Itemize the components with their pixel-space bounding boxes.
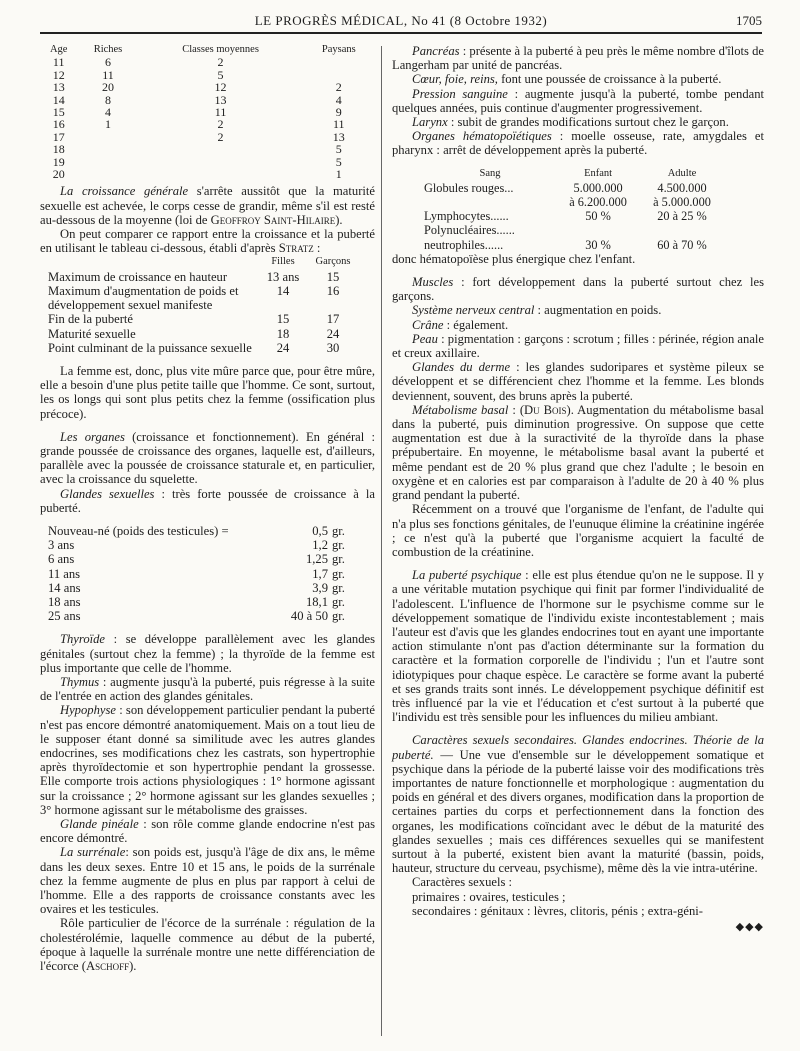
table-cell: 12 [52,67,65,82]
table-header-row [40,44,375,56]
table-cell: 18 [52,142,65,157]
table-cell: Globules rouges... [424,180,514,195]
table-cell: 8 [104,92,111,107]
table-cell: Maximum d'augmentation de poids et développement sexuel manifeste [48,283,239,313]
table-cell: 60 à 70 % [657,237,707,252]
table-row [40,106,375,118]
table-row [424,195,724,209]
table-cell: 18 ans [48,594,81,609]
table-cell: 9 [335,105,342,120]
table-cell [424,195,556,209]
table-row [40,143,375,155]
end-ornament: ◆◆◆ [735,920,764,933]
table-row [40,81,375,93]
table-cell: 19 [52,154,65,169]
table-cell: 0,5 [312,523,328,538]
table-cell: Nouveau-né (poids des testicules) = [48,523,229,538]
list-item: primaires : ovaires, testicules ; [412,889,566,904]
table-cell: 18 [276,326,290,341]
table-row [424,209,724,223]
table-cell: 15 [326,269,340,284]
list-heading: Caractères sexuels : [412,875,513,890]
age-table [40,44,375,180]
table-row [48,284,358,312]
table-row [48,341,358,355]
paragraph: La puberté psychique : elle est plus étendue qu'on ne le suppose. Il y a une véritable mutation psychique qui finit par former l'individualité de l'adolescent. L'influence de l'hormone sur le psychisme comme sur le développement somatique de l'individu existe incontestablement ; mais l'auteur est d'avis que les glandes endocrines tout en ayant une importante action stimulante n'ont pas d'action déterminante sur la formation du caractère et la formation corporelle de l'individu ; l'un et l'autre sont idiotypiques pour chaque espèce. Le caractère se forme avant la puberté et ses grands traits sont innés. Le développement psychique définitif est très influencé par la vie et l'éducation et c'est surtout à la puberté que l'individu est très sensible pour les influences du milieu ambiant. [392,568,764,725]
paragraph: Glandes sexuelles : très forte poussée de croissance à la puberté. [40,486,375,515]
table-cell: 30 [326,340,340,355]
right-column [392,44,764,934]
paragraph: Pancréas : présente à la puberté à peu près le même nombre d'îlots de Langerham par unité de pancréas. [392,44,764,73]
table-cell: 11 [52,55,65,70]
table-row [40,168,375,180]
paragraph: Caractères sexuels secondaires. Glandes endocrines. Théorie de la puberté. — Une vue d'ensemble sur le développement somatique et psychique dans la période de la puberté laisse voir des modifications très importantes de nature fonctionnelle et morphologique : augmentation du poids en général et des divers organes, modification dans la proportion de certaines parties du corps et perfectionnement dans la fonction des organes, les modifications coïncidant avec le début de la maturité des glandes sexuelles ; mais ces différences sexuelles qui se manifestent surtout à la puberté, existent bien avant la maturité (bassin, poids, hauteur, structure du cerveau, psychisme), même dès la vie intra-utérine. [392,733,764,876]
table-cell: 1 [335,167,342,182]
table-cell: 13 [214,92,227,107]
table-row [48,312,358,326]
table-row [424,238,724,252]
paragraph: Glande pinéale : son rôle comme glande endocrine n'est pas encore démontré. [40,817,376,846]
testicle-weight-table [48,524,358,623]
paragraph: Peau : pigmentation : garçons : scrotum ; filles : périnée, région anale et creux axillaire. [392,331,764,361]
paragraph: On peut comparer ce rapport entre la croissance et la puberté en utilisant le tableau ci-dessous, établi d'après Stratz : [40,227,375,256]
table-cell: 2 [335,80,342,95]
table-row [48,524,358,538]
table-cell: 20 [101,80,114,95]
journal-title: LE PROGRÈS MÉDICAL, No 41 (8 Octobre 1932) [254,13,548,28]
table-cell [139,143,303,155]
list-item: secondaires : génitaux : lèvres, clitoris, pénis ; extra-géni- [412,903,703,918]
page-number: 1705 [736,13,762,28]
table-row [40,118,375,130]
table-cell: Classes moyennes [182,44,259,55]
table-cell [77,156,138,168]
table-cell: 50 % [585,209,611,224]
table-cell: 5 [217,67,224,82]
table-cell: Age [49,44,68,55]
table-cell: Point culminant de la puissance sexuelle [48,340,252,355]
table-row [424,223,724,237]
paragraph: Métabolisme basal : (Du Bois). Augmentation du métabolisme basal dans la puberté, puis diminution progressive. On suppose que cette augmentation est due à la suractivité de la thyroïde dans la phase prépubertaire. En moyenne, le métabolisme basal avant la puberté et même pendant est de 20 % plus grand que chez l'adulte ; le besoin en oxygène et en calories est par comparaison à l'adulte de 20 à 40 % plus grand pendant la puberté. [392,402,764,503]
table-row [48,567,358,581]
paragraph: Système nerveux central : augmentation en poids. [412,303,662,318]
table-cell: Polynucléaires...... [424,223,515,238]
table-cell: 11 [333,117,345,132]
table-row [48,609,358,623]
table-cell: 6 ans [48,552,75,567]
left-column [40,44,375,973]
table-cell: Enfant [584,167,613,179]
table-cell: 17 [52,129,65,144]
table-row [48,327,358,341]
table-cell: 2 [217,55,224,70]
table-cell: Maturité sexuelle [48,326,136,341]
column-divider [381,46,382,1036]
table-cell: 12 [214,80,227,95]
table-cell: 2 [217,117,224,132]
table-cell [77,143,138,155]
table-cell: 5 [335,154,342,169]
table-row [424,181,724,195]
paragraph: Thymus : augmente jusqu'à la puberté, puis régresse à la suite de l'entrée en action des glandes génitales. [40,674,375,704]
table-cell: 15 [276,312,290,327]
table-cell: 13 ans [266,269,300,284]
table-cell: 16 [326,283,340,298]
table-cell [77,168,138,180]
table-cell: gr. [332,609,345,624]
table-cell: 1,25 [305,552,328,567]
table-cell: à 5.000.000 [653,195,711,210]
table-cell: 1,2 [312,538,328,553]
table-row [40,131,375,143]
table-header-row [424,167,724,181]
table-cell: 4.500.000 [657,180,707,195]
paragraph: Pression sanguine : augmente jusqu'à la puberté, tombe pendant quelques années, puis continue d'augmenter progressivement. [392,86,764,115]
table-cell: 16 [52,117,65,132]
paragraph: La femme est, donc, plus vite mûre parce que, pour être mûre, elle a besoin d'une plus petite taille que l'homme. Ce sont, surtout, les os longs qui sont plus petits chez la femme (ossification plus précoce). [40,363,375,421]
growth-table [48,255,358,354]
paragraph: Thyroïde : se développe parallèlement avec les glandes génitales (surtout chez la femme) ; la thyroïde de la femme est plus importante que celle de l'homme. [40,632,375,675]
paragraph: Les organes (croissance et fonctionnement). En général : grande poussée de croissance des organes, laquelle est, d'ailleurs, parallèle avec la poussée de croissance staturale et, en particulier, avec la croissance du squelette. [40,429,375,487]
paragraph: La croissance générale s'arrête aussitôt que la maturité sexuelle est achevée, le corps cesse de grandir, même s'il est resté au-dessous de la moyenne (loi de Geoffroy Saint-Hilaire). [40,184,375,227]
table-cell: 4 [335,92,342,107]
table-cell: Adulte [667,167,697,179]
table-cell [77,131,138,143]
table-cell: 14 ans [48,580,81,595]
table-row [40,56,375,68]
table-cell: Garçons [315,256,351,268]
paragraph: Récemment on a trouvé que l'organisme de l'enfant, de l'adulte qui n'a plus ses fonctions génitales, de l'eunuque élimine la créatinine ingérée ; ce n'est qu'à la puberté que l'organisme acquiert la faculté de combustion de la créatinine. [392,502,764,559]
table-row [48,552,358,566]
table-cell: 13 [332,129,345,144]
page-header [40,10,762,34]
table-cell: 1,7 [312,566,328,581]
table-cell: 18,1 [305,594,328,609]
table-cell: gr. [332,523,345,538]
table-cell [139,168,303,180]
table-cell: Riches [93,44,123,55]
table-row [48,538,358,552]
table-row [40,156,375,168]
table-cell: 5 [335,142,342,157]
paragraph: Cœur, foie, reins, font une poussée de croissance à la puberté. [412,72,722,87]
table-cell: 20 à 25 % [657,209,707,224]
table-cell: 20 [52,167,65,182]
table-cell: 25 ans [48,609,81,624]
table-row [40,94,375,106]
table-cell: 4 [104,105,111,120]
table-cell: 24 [276,340,290,355]
paragraph: Crâne : également. [412,317,509,332]
table-cell: Lymphocytes...... [424,209,509,224]
table-cell: 24 [326,326,340,341]
table-cell: 1 [104,117,111,132]
table-cell: 5.000.000 [573,180,623,195]
table-cell: 2 [217,129,224,144]
table-cell: Maximum de croissance en hauteur [48,269,228,284]
table-cell: 40 à 50 [290,609,328,624]
paragraph: donc hématopoïèse plus énergique chez l'enfant. [392,251,636,266]
table-cell: 15 [52,105,65,120]
table-cell [139,156,303,168]
table-cell [303,56,375,68]
table-cell: gr. [332,566,345,581]
table-cell [556,223,640,237]
table-cell: 17 [326,312,340,327]
table-cell: 3,9 [312,580,328,595]
table-cell: 11 [214,105,227,120]
paragraph: Glandes du derme : les glandes sudoripares et système pileux se développent et se différencient chez l'homme et la femme. Les blonds deviennent, souvent, des bruns après la puberté. [392,360,764,403]
paragraph: Organes hématopoïétiques : moelle osseuse, rate, amygdales et pharynx : arrêt de développement après la puberté. [392,129,764,158]
table-cell: neutrophiles...... [424,237,504,252]
table-row [40,69,375,81]
paragraph: Muscles : fort développement dans la puberté surtout chez les garçons. [392,275,764,304]
table-cell: 11 [102,67,114,82]
paragraph: Hypophyse : son développement particulier pendant la puberté n'est pas encore démontré anatomiquement. Mais on a tout lieu de le supposer étant donné sa similitude avec les autres glandes endocrines, ses modifications chez les castrats, son hypertrophie après thyroïdectomie et son hypertrophie pendant la grossesse. Elle comporte trois actions physiologiques : 1° hormone agissant sur la croissance ; 2° hormone agissant sur les glandes sexuelles ; 3° hormone agissant sur le métabolisme des graisses. [40,703,375,817]
table-cell: 6 [104,55,111,70]
table-cell: 30 % [585,237,611,252]
table-cell [640,223,724,237]
paragraph: Rôle particulier de l'écorce de la surrénale : régulation de la cholestérolémie, laquelle commence au début de la puberté, époque à laquelle la surrénale montre une nette différenciation de l'écorce (Aschoff). [40,916,375,974]
table-cell: Filles [271,256,295,268]
table-cell: 14 [52,92,65,107]
table-row [48,595,358,609]
table-row [48,581,358,595]
paragraph: La surrénale: son poids est, jusqu'à l'âge de dix ans, le même dans les deux sexes. Entre 10 et 15 ans, le poids de la surrénale chez la femme augmente de plus en plus par rapport à celui de l'homme. Elle a des rapports de croissance constants avec les ovaires et les testicules. [40,845,375,917]
table-cell: gr. [332,580,345,595]
table-cell: 13 [52,80,65,95]
paragraph: Larynx : subit de grandes modifications surtout chez le garçon. [412,115,729,130]
table-cell: 3 ans [48,538,75,553]
table-header-row [48,255,358,269]
table-cell: 14 [276,283,290,298]
table-cell: gr. [332,552,345,567]
table-cell: à 6.200.000 [569,195,627,210]
table-cell: Fin de la puberté [48,312,133,327]
table-cell: Paysans [321,44,356,55]
table-cell: Sang [479,167,501,179]
blood-table [424,167,724,252]
table-cell: gr. [332,538,345,553]
table-cell: gr. [332,594,345,609]
table-cell: 11 ans [48,566,81,581]
table-row [48,270,358,284]
